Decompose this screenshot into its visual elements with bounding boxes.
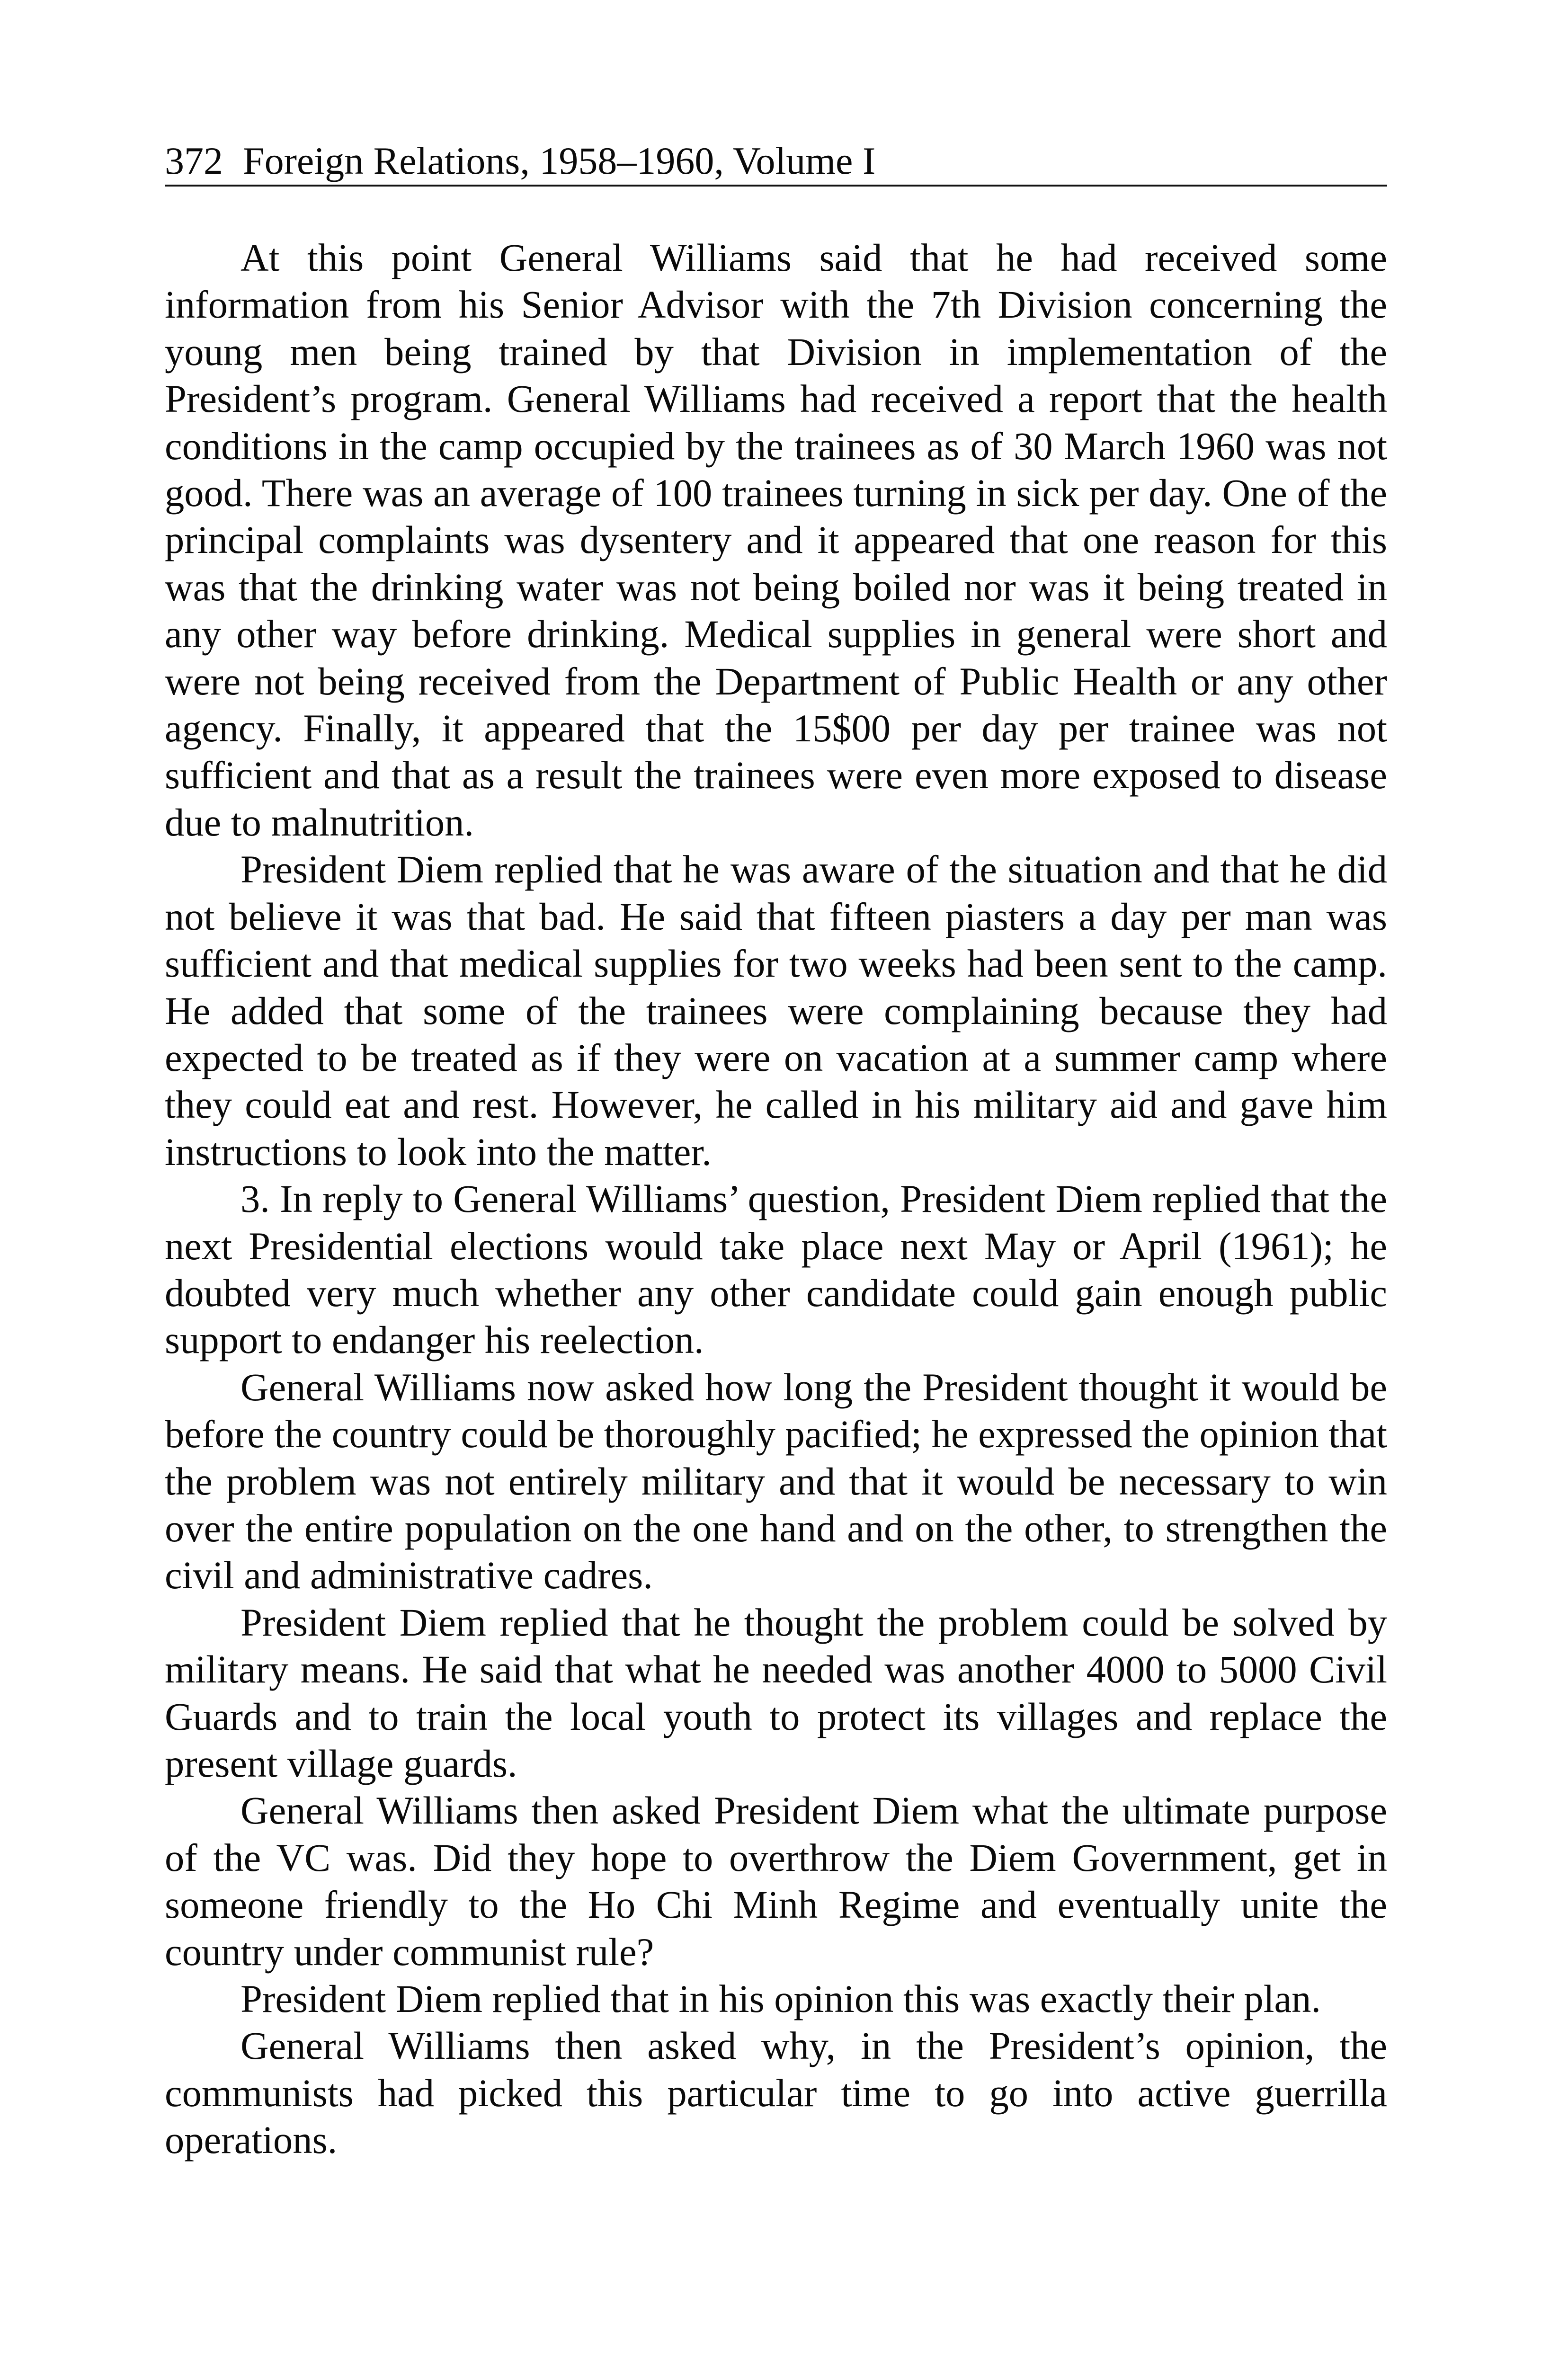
paragraph-military-means: President Diem replied that he thought the problem could be solved by military means. He said that what he needed was another 4000 to 5000 Civil Guards and to train the local youth to protect its villages and replace the present village guards.	[165, 1600, 1387, 1785]
paragraph-elections: 3. In reply to General Williams’ question, President Diem replied that the next Presidential elections would take place next May or April (1961); he doubted very much whether any other candidate could gain enough public support to endanger his reelection.	[165, 1177, 1387, 1362]
paragraph-pacification-question: General Williams now asked how long the President thought it would be before the country could be thoroughly pacified; he expressed the opinion that the problem was not entirely military and that it would be necessary to win over the entire population on the one hand and on the other, to strengthen the civil and administrative cadres.	[165, 1365, 1387, 1597]
paragraph-guerrilla-timing-question: General Williams then asked why, in the President’s opinion, the communists had picked this particular time to go into active guerrilla operations.	[165, 2024, 1387, 2162]
paragraph-diem-plan-reply: President Diem replied that in his opinion this was exactly their plan.	[241, 1977, 1321, 2021]
paragraph-williams-report: At this point General Williams said that he had received some information from his Senior Advisor with the 7th Division concerning the young men being trained by that Division in implementation of the President’s program. General Williams had received a report that the health conditions in the camp occupied by the trainees as of 30 March 1960 was not good. There was an average of 100 trainees turning in sick per day. One of the principal complaints was dysentery and it appeared that one reason for this was that the drinking water was not being boiled nor was it being treated in any other way before drinking. Medical supplies in general were short and were not being received from the Department of Public Health or any other agency. Finally, it appeared that the 15$00 per day per trainee was not sufficient and that as a result the trainees were even more exposed to disease due to malnutrition.	[165, 236, 1387, 844]
paragraph-vc-purpose-question: General Williams then asked President Diem what the ultimate purpose of the VC was. Did they hope to overthrow the Diem Government, get in someone friendly to the Ho Chi Minh Regime and eventually unite the country under communist rule?	[165, 1789, 1387, 1974]
running-header	[165, 137, 1387, 187]
page-number: 372	[165, 139, 223, 182]
paragraph-diem-reply-conditions: President Diem replied that he was aware of the situation and that he did not believe it was that bad. He said that fifteen piasters a day per man was sufficient and that medical supplies for two weeks had been sent to the camp. He added that some of the trainees were complaining because they had expected to be treated as if they were on vacation at a summer camp where they could eat and rest. However, he called in his military aid and gave him instructions to look into the matter.	[165, 847, 1387, 1174]
document-body	[165, 234, 1387, 2164]
running-title: Foreign Relations, 1958–1960, Volume I	[243, 139, 876, 182]
